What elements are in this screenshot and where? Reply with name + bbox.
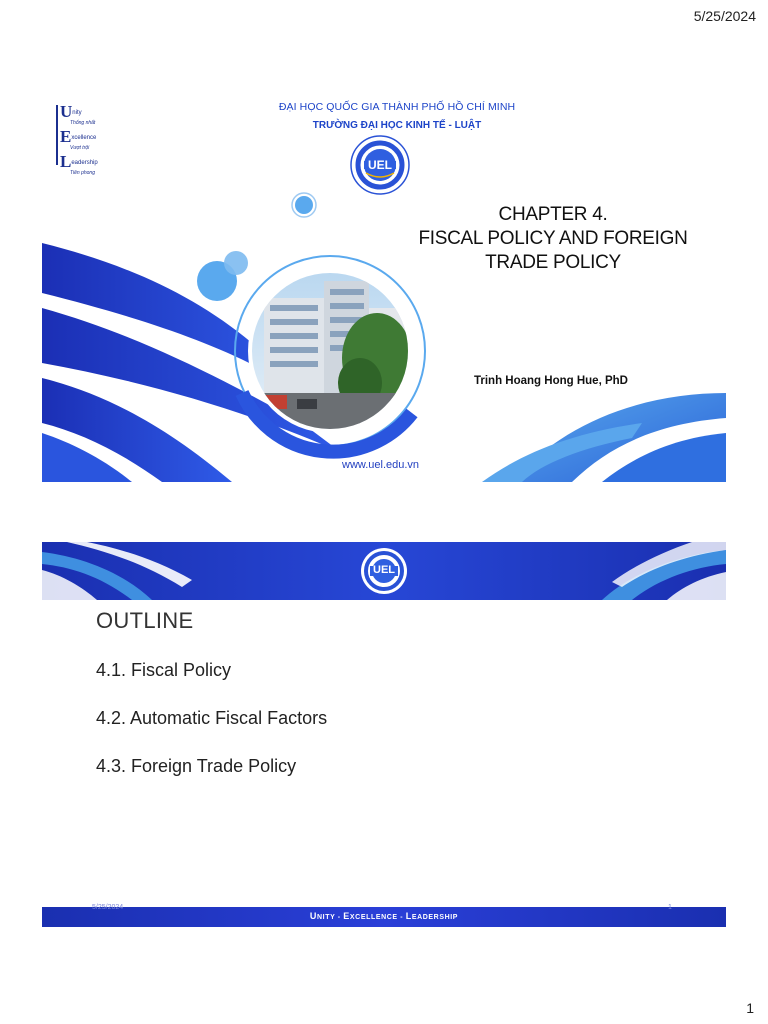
chapter-title-line3: TRADE POLICY (485, 252, 621, 273)
tagline-u-rest: nity (72, 110, 82, 116)
slogan-l: L (405, 911, 412, 921)
tagline-u-letter: U (60, 102, 73, 121)
banner-logo-text: UEL (373, 564, 395, 576)
school-name: TRƯỜNG ĐẠI HỌC KINH TẾ - LUẬT (312, 120, 482, 131)
slogan-sep2: - (397, 914, 406, 921)
tagline-u-vi: Thống nhất (70, 119, 96, 126)
chapter-title-line2: FISCAL POLICY AND FOREIGN (418, 228, 688, 249)
tagline-e-letter: E (60, 127, 72, 147)
title-slide (42, 93, 726, 482)
chapter-title (394, 203, 712, 275)
university-name: ĐẠI HỌC QUỐC GIA THÀNH PHỐ HỒ CHÍ MINH (278, 101, 516, 113)
tagline-e-vi: Vượt trội (70, 144, 90, 151)
footer-slide-number: 1 (668, 904, 672, 911)
slogan-l-rest: EADERSHIP (411, 914, 459, 921)
author-name: Trinh Hoang Hong Hue, PhD (474, 375, 628, 387)
outline-title: OUTLINE (96, 608, 194, 633)
website-link[interactable]: www.uel.edu.vn (342, 459, 420, 471)
outline-item-automatic-fiscal-factors: 4.2. Automatic Fiscal Factors (96, 708, 328, 728)
footer-date: 5/25/2024 (92, 904, 124, 911)
uel-tagline (60, 103, 140, 178)
footer-slogan (42, 911, 726, 921)
tagline-l-letter: L (60, 152, 72, 172)
chapter-title-line1: CHAPTER 4. (498, 204, 608, 225)
tagline-l-vi: Tiên phong (70, 170, 95, 177)
outline-slide (42, 542, 726, 927)
outline-item-fiscal-policy: 4.1. Fiscal Policy (96, 660, 232, 680)
slogan-e-rest: XCELLENCE (349, 914, 398, 921)
page-date: 5/25/2024 (693, 8, 756, 24)
slogan-u: U (309, 911, 318, 921)
slogan-e: E (343, 911, 350, 921)
page-number: 1 (746, 1000, 754, 1016)
outline-item-foreign-trade-policy: 4.3. Foreign Trade Policy (96, 756, 297, 776)
slogan-sep1: - (335, 914, 344, 921)
tagline-e-rest: xcellence (71, 135, 97, 142)
slogan-u-rest: NITY (317, 914, 336, 921)
tagline-l-rest: eadership (71, 160, 98, 167)
uel-logo-text: UEL (368, 158, 392, 172)
